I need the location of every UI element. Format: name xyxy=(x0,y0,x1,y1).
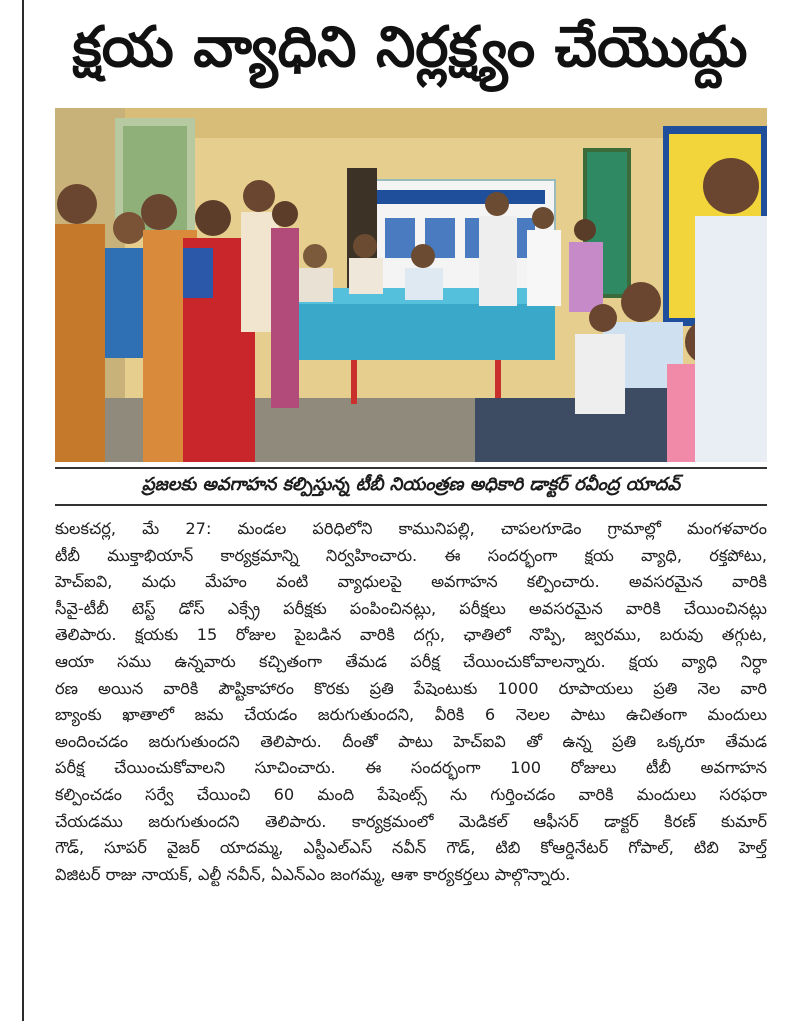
photo-caption: ప్రజలకు అవగాహన కల్పిస్తున్న టీబీ నియంత్రణ అధికారి డాక్టర్ రవీంద్ర యాదవ్ xyxy=(141,473,681,495)
article-body xyxy=(55,516,767,888)
body-line: సీవై-టీబీ టెస్ట్ డోస్ ఎక్స్రే పరీక్షకు పంపించినట్లు, పరీక్షలు అవసరమైన వారికి చేయించినట్లు xyxy=(55,598,767,618)
body-line: చేయడము జరుగుతుందని తెలిపారు. కార్యక్రమంలో మెడికల్ ఆఫీసర్ డాక్టర్ కిరణ్ కుమార్ xyxy=(55,811,767,831)
body-line: కులకచర్ల, మే 27: మండల పరిధిలోని కామునిపల్లి, చాపలగూడెం గ్రామాల్లో మంగళవారం xyxy=(55,519,767,538)
body-line: హెచ్ఐవి, మధు మేహం వంటి వ్యాధులపై అవగాహన కల్పించారు. అవసరమైన వారికి xyxy=(55,572,767,592)
photo-illustration xyxy=(55,108,767,462)
body-line: పరీక్ష చేయించుకోవాలని సూచించారు. ఈ సందర్భంగా 100 రోజులు టీబీ అవగాహన xyxy=(55,758,767,778)
body-line: రణ అయిన వారికి పౌష్టికాహారం కొరకు ప్రతి పేషెంటుకు 1000 రూపాయలు ప్రతి నెల వారి xyxy=(55,678,767,698)
article-photo xyxy=(55,108,767,462)
column-rule xyxy=(22,0,24,1021)
body-line: అందించడం జరుగుతుందని తెలిపారు. దీంతో పాటు హెచ్ఐవి తో ఉన్న ప్రతి ఒక్కరూ తేమడ xyxy=(55,731,767,751)
body-line: కల్పించడం సర్వే చేయించి 60 మంది పేషెంట్స్ ను గుర్తించడం వారికి మందులు సరఫరా xyxy=(55,784,767,804)
body-line: విజిటర్ రాజు నాయక్, ఎల్టీ నవీన్, ఏఎన్ఎం జంగమ్మ, ఆశా కార్యకర్తలు పాల్గొన్నారు. xyxy=(55,864,571,884)
body-line: ఆయా సము ఉన్నవారు కచ్చితంగా తేమడ పరీక్ష చేయించుకోవాలన్నారు. క్షయ వ్యాధి నిర్ధా xyxy=(55,651,767,671)
body-line: తెలిపారు. క్షయకు 15 రోజుల పైబడిన వారికి దగ్గు, ఛాతిలో నొప్పి, జ్వరము, బరువు తగ్గుట, xyxy=(55,625,767,645)
caption-rule-top xyxy=(55,467,767,469)
caption-rule-bottom xyxy=(55,504,767,506)
body-line: టీబీ ముక్తాభియాన్ కార్యక్రమాన్ని నిర్వహించారు. ఈ సందర్భంగా క్షయ వ్యాధి, రక్తపోటు, xyxy=(55,545,767,565)
body-line: గౌడ్, సూపర్ వైజర్ యాదమ్మ, ఎస్టీఎల్ఎస్ నవీన్ గౌడ్, టిబి కోఆర్డినేటర్ గోపాల్, టిబి హెల్త్ xyxy=(55,838,767,858)
body-line: బ్యాంకు ఖాతాలో జమ చేయడం జరుగుతుందని, వీరికి 6 నెలల పాటు ఉచితంగా మందులు xyxy=(55,705,767,725)
article-headline: క్షయ వ్యాధిని నిర్లక్ష్యం చేయొద్దు xyxy=(72,14,748,80)
